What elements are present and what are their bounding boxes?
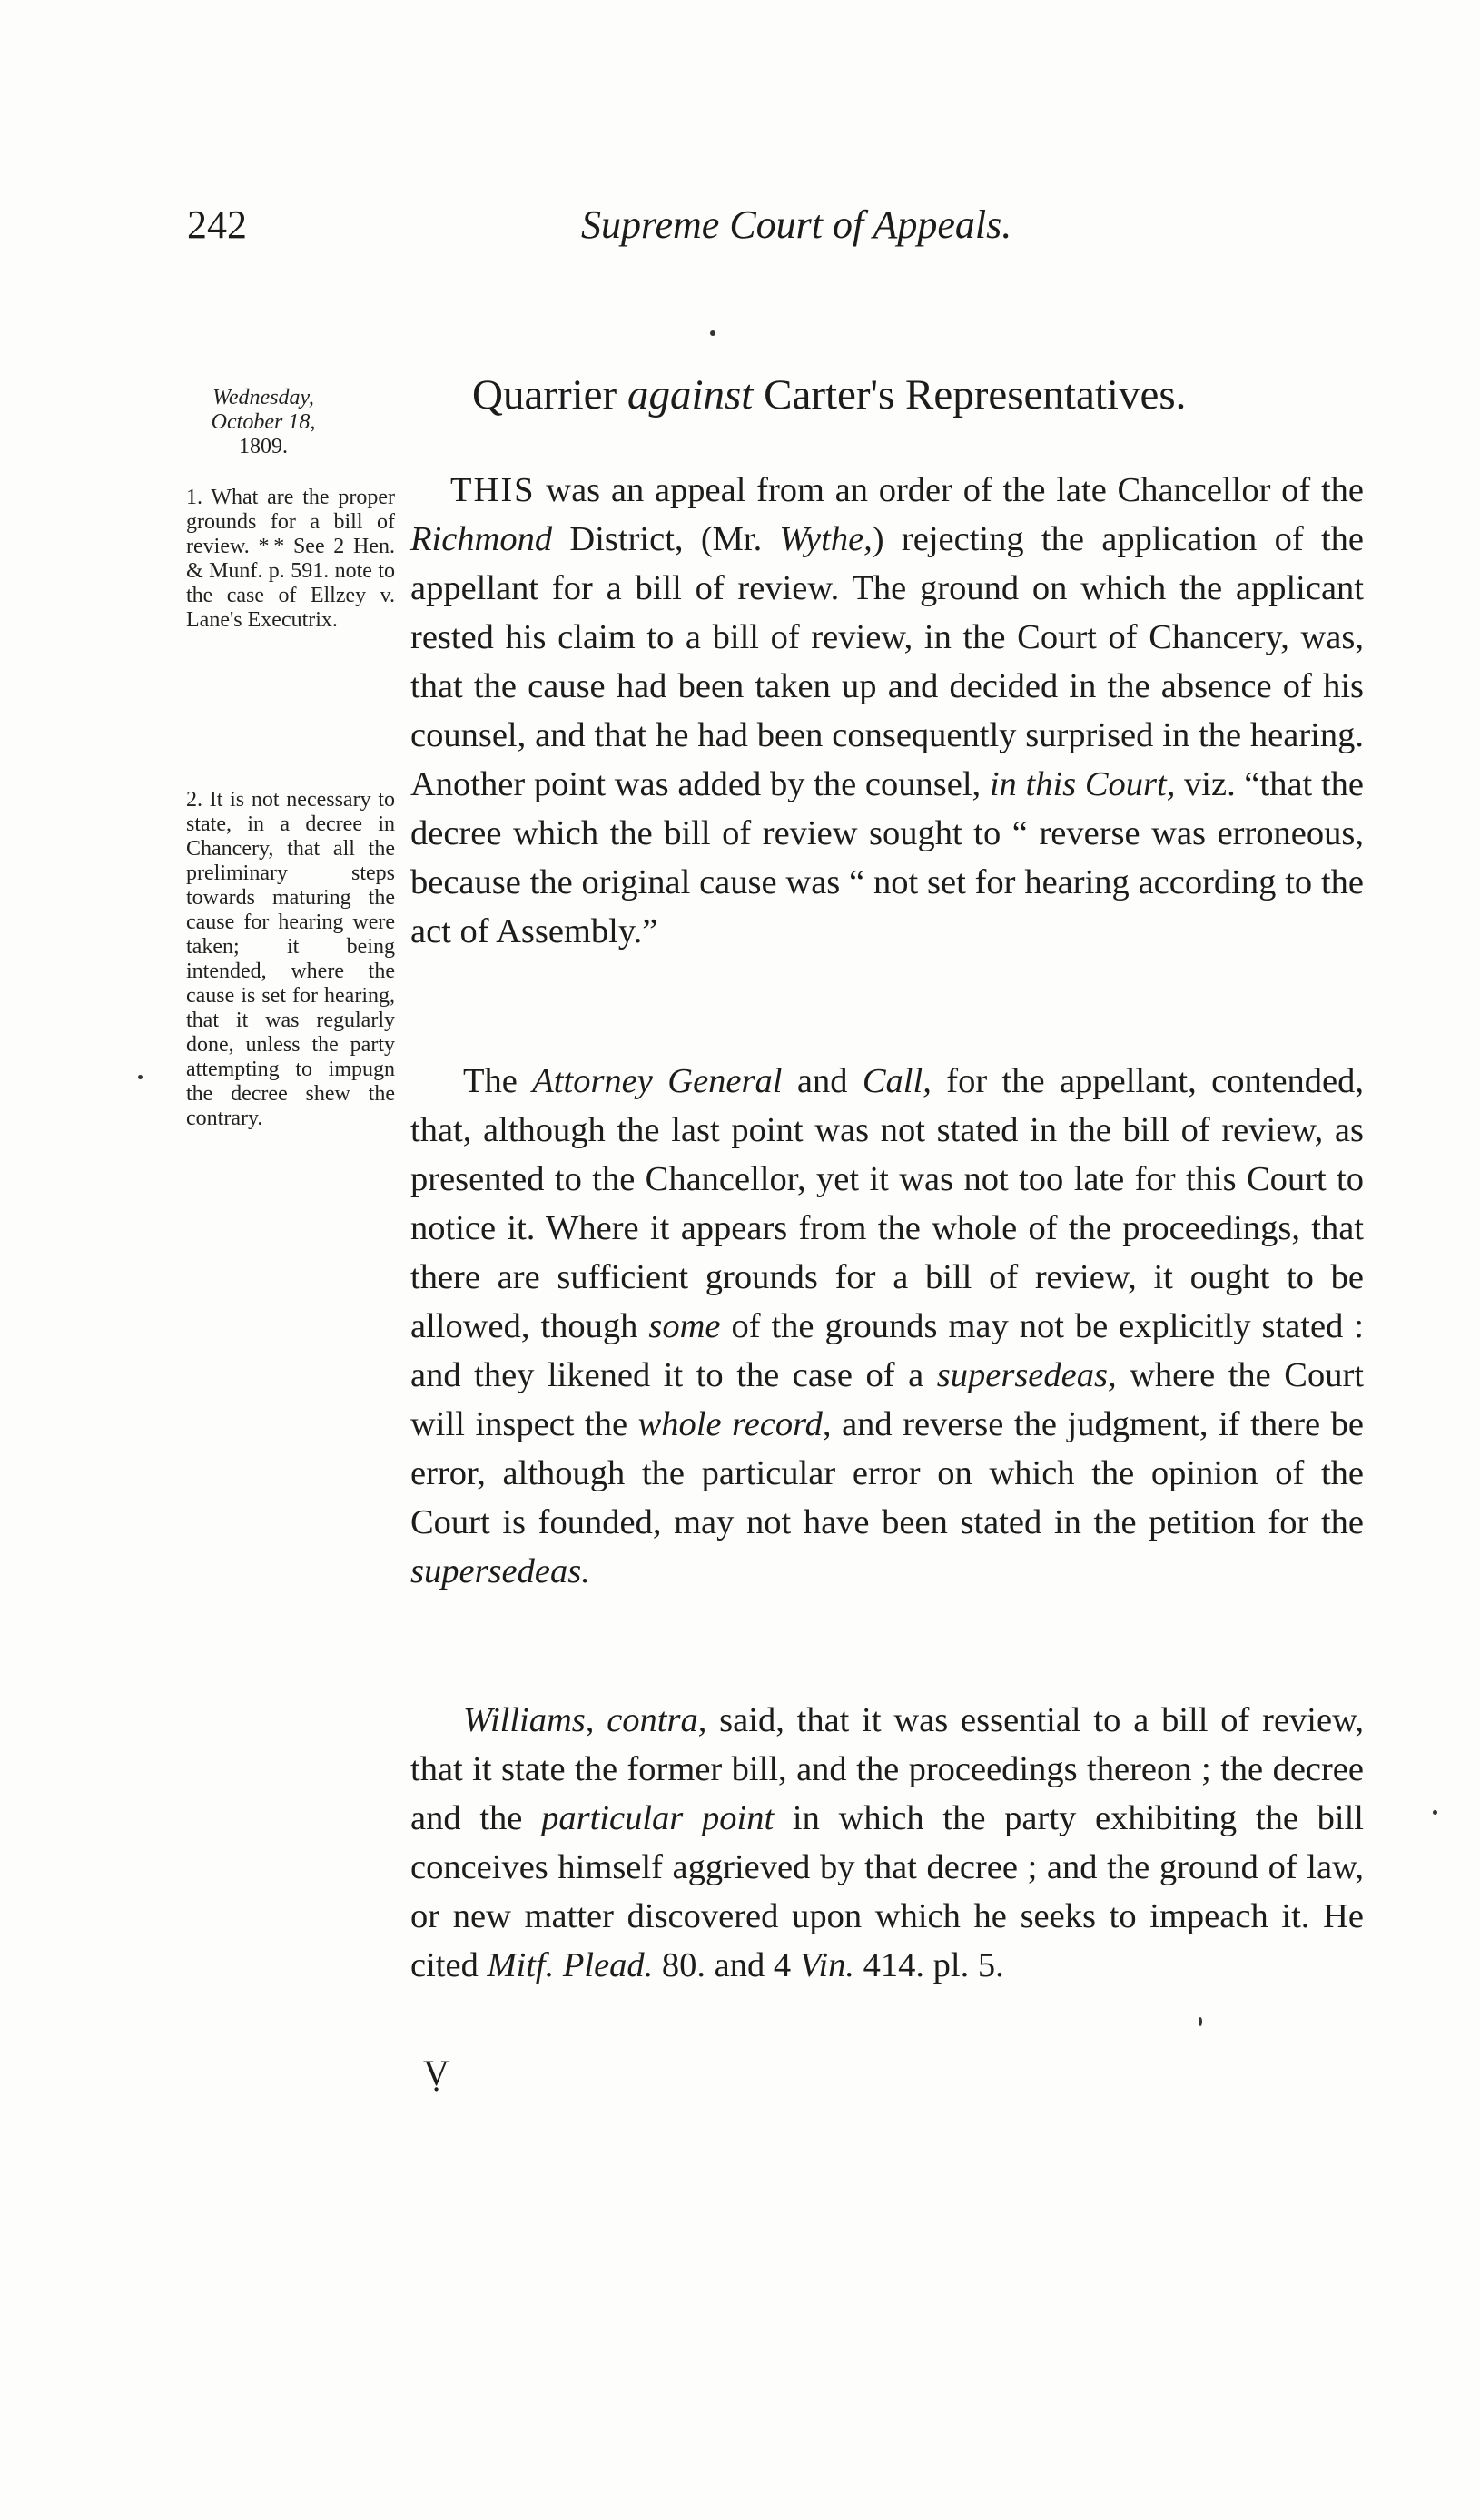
page-header [0,202,1480,265]
text-run: was an appeal from an order of the late Chancellor of the [535,471,1364,509]
running-title: Supreme Court of Appeals. [581,202,1012,247]
text-run: 80. and 4 [653,1946,800,1984]
ink-speck [710,330,715,336]
paragraph-appellant-argument [410,1057,1364,1596]
italic-run: Attorney General [532,1062,783,1100]
signature-mark: Ṿ [423,2052,449,2093]
date-year: 1809. [239,435,288,458]
headnote-2: 2. It is not necessary to state, in a decree in Chancery, that all the preliminary steps towards maturing the cause for hearing were taken; it being intended, where the cause is set for hearing, that it was regularly done, unless the party attempting to impugn the decree shew the contrary. [186,788,395,1130]
italic-run: in this Court, [989,765,1176,803]
case-plaintiff: Quarrier [472,371,617,418]
ink-speck [1433,1810,1437,1815]
italic-run: supersedeas. [410,1552,590,1590]
date-weekday: Wednesday, [212,386,314,409]
text-run: for the appellant, contended, that, although the last point was not stated in the bill of review, as presented to the Chancellor, yet it was not too late for this Court to notice it. Where it appears from the whole of the proceedings, that there are sufficient grounds for a bill of review, it ought to be allowed, though [410,1062,1364,1345]
text-run: and reverse the judgment, if there be error, although the particular error on which the opinion of the Court is founded, may not have been stated in the petition for the [410,1405,1364,1541]
date-month-day: October 18, [211,410,316,434]
paragraph-respondent-argument [410,1696,1364,1990]
italic-run: Call, [862,1062,932,1100]
headnote-1: 1. What are the proper grounds for a bill of review. * * See 2 Hen. & Munf. p. 591. note to the case of Ellzey v. Lane's Executrix. [186,486,395,632]
page-number: 242 [187,202,247,247]
italic-run: whole record, [637,1405,832,1443]
text-run: The [463,1062,533,1100]
italic-run: Richmond [410,520,553,558]
italic-run: Williams, contra, [463,1701,707,1739]
text-run: viz. “that the decree which the bill of review sought to “ reverse was erroneous, because the original cause was “ not set for hearing according to the act of Assembly.” [410,765,1364,950]
italic-run: particular point [541,1799,775,1837]
paragraph-appeal-summary [410,466,1364,956]
text-run: District, (Mr. [552,520,780,558]
text-run: and [782,1062,863,1100]
italic-run: Wythe, [779,520,873,558]
text-run: in which the party exhibiting the bill conceives himself aggrieved by that decree ; and the ground of law, or new matter discovered upon which he seeks to impeach it. He cited [410,1799,1364,1984]
italic-run: supersedeas, [936,1356,1117,1394]
text-run: ) rejecting the application of the appellant for a bill of review. The ground on which the applicant rested his claim to a bill of review, in the Court of Chancery, was, that the cause had been taken up and decided in the absence of his counsel, and that he had been consequently surprised in the hearing. Another point was added by the counsel, [410,520,1364,803]
decision-date [186,386,340,459]
ink-speck [138,1075,143,1079]
text-run: where the Court will inspect the [410,1356,1364,1443]
case-versus: against [627,371,754,418]
case-defendant: Carter's Representatives. [764,371,1187,418]
drop-word: THIS [450,471,536,509]
text-run: of the grounds may not be explicitly stated : and they likened it to the case of a [410,1307,1364,1394]
text-run: said, that it was essential to a bill of review, that it state the former bill, and the proceedings thereon ; the decree and the [410,1701,1364,1837]
case-title [472,370,1186,419]
italic-run: Vin. [799,1946,854,1984]
ink-speck [1199,2017,1202,2026]
text-run: 414. pl. 5. [854,1946,1004,1984]
italic-run: Mitf. Plead. [487,1946,654,1984]
italic-run: some [648,1307,721,1345]
